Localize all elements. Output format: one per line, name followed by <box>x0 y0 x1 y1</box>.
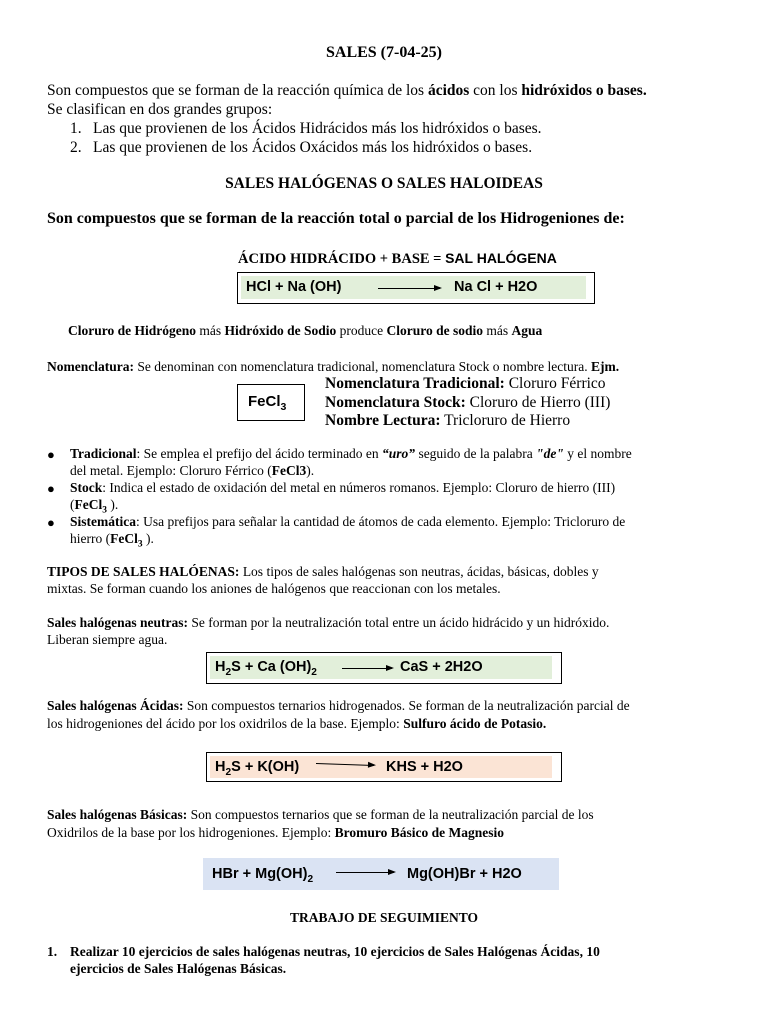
bullet-label: Sistemática <box>70 514 136 529</box>
formula-heading-right: SAL HALÓGENA <box>445 250 557 266</box>
eq-part: H <box>215 759 226 775</box>
bullet-text: y el nombre <box>563 446 632 461</box>
caption-part: Agua <box>511 323 543 338</box>
acidas-text: Son compuestos ternarios hidrogenados. Se forman de la neutralización parcial de <box>183 698 630 713</box>
basicas-line-2 <box>47 824 504 841</box>
bullet-formula-sub: 3 <box>102 505 107 516</box>
bullet-de: "de" <box>536 446 564 461</box>
basicas-line-1 <box>47 806 594 823</box>
neutras-line-2: Liberan siempre agua. <box>47 632 168 647</box>
nomenclatura-paragraph <box>47 358 619 375</box>
bullet-uro: “uro” <box>382 446 416 461</box>
caption-part: Hidróxido de Sodio <box>224 323 337 338</box>
neutras-text: Se forman por la neutralización total entre un ácido hidrácido y un hidróxido. <box>188 615 610 630</box>
acidas-example: Sulfuro ácido de Potasio. <box>403 716 547 731</box>
bullet-text: hierro ( <box>70 531 111 546</box>
tipos-line-2: mixtas. Se forman cuando los aniones de halógenos que reaccionan con los metales. <box>47 581 501 596</box>
bullet-label: Tradicional <box>70 446 137 461</box>
eq-sub: 2 <box>225 666 232 678</box>
name-lectura <box>325 411 570 430</box>
name-value: Cloruro Férrico <box>504 375 606 392</box>
equation-1-left: HCl + Na (OH) <box>246 279 342 295</box>
name-label: Nomenclatura Stock: <box>325 394 466 411</box>
task-line-2: ejercicios de Sales Halógenas Básicas. <box>70 961 287 976</box>
bullet-text: ). <box>142 531 154 546</box>
page-title: SALES (7-04-25) <box>325 44 442 61</box>
bullet-text: ). <box>106 497 119 512</box>
arrow-icon <box>378 288 440 289</box>
bullet-text: del metal. Ejemplo: Cloruro Férrico ( <box>70 463 272 478</box>
tipos-label: TIPOS DE SALES HALÓENAS: <box>47 564 240 579</box>
bullet-text: seguido de la palabra <box>415 446 537 461</box>
definition-heading: Son compuestos que se forman de la reacción total o parcial de los Hidrogeniones de: <box>47 210 625 227</box>
intro-item-2: Las que provienen de los Ácidos Oxácidos más los hidróxidos o bases. <box>93 139 533 156</box>
caption-part: Cloruro de sodio <box>386 323 484 338</box>
basicas-text: Son compuestos ternarios que se forman de la neutralización parcial de los <box>187 807 594 822</box>
eq-part: S + K(OH) <box>231 759 300 775</box>
intro-text: con los <box>469 82 522 99</box>
formula-heading <box>238 250 557 268</box>
bullet-formula: FeCl <box>110 531 138 546</box>
acidas-label: Sales halógenas Ácidas: <box>47 698 184 713</box>
acidas-line-2 <box>47 715 546 732</box>
bullet-icon: ● <box>47 515 55 530</box>
eq-part: HBr + Mg(OH) <box>212 866 308 882</box>
nomenclatura-label: Nomenclatura: <box>47 359 134 374</box>
intro-bold-acidos: ácidos <box>427 82 470 99</box>
basicas-label: Sales halógenas Básicas: <box>47 807 188 822</box>
tipos-text: Los tipos de sales halógenas son neutras, ácidas, básicas, dobles y <box>239 564 599 579</box>
acidas-line-1 <box>47 697 630 714</box>
task-number: 1. <box>47 944 58 959</box>
formula-heading-left: ÁCIDO HIDRÁCIDO + BASE = <box>238 251 446 267</box>
nomenclatura-text: Se denominan con nomenclatura tradicional, nomenclatura Stock o nombre lectura. <box>133 359 591 374</box>
caption-part: Cloruro de Hidrógeno <box>68 323 196 338</box>
name-label: Nomenclatura Tradicional: <box>325 375 505 392</box>
fecl3-base: FeCl <box>248 393 281 410</box>
bullet-icon: ● <box>47 481 55 496</box>
nomenclatura-ejm: Ejm. <box>590 359 620 374</box>
equation-3-right: KHS + H2O <box>386 759 463 775</box>
eq-sub: 2 <box>225 766 232 778</box>
bullet-label: Stock <box>70 480 103 495</box>
bullet-formula: FeCl <box>74 497 103 512</box>
eq-part: H <box>215 659 226 675</box>
name-value: Cloruro de Hierro (III) <box>465 394 611 411</box>
intro-item-1-num: 1. <box>70 120 82 137</box>
basicas-text: Oxidrilos de la base por los hidrogeniones. Ejemplo: <box>47 825 335 840</box>
bullet-text: ). <box>306 463 315 478</box>
fecl3-formula <box>248 393 286 413</box>
basicas-example: Bromuro Básico de Magnesio <box>334 825 504 840</box>
tipos-line-1 <box>47 563 599 580</box>
neutras-line-1 <box>47 614 609 631</box>
arrow-icon <box>336 872 394 873</box>
name-label: Nombre Lectura: <box>325 412 441 429</box>
equation-2-right: CaS + 2H2O <box>400 659 483 675</box>
bullet-formula: FeCl3 <box>271 463 307 478</box>
intro-item-2-num: 2. <box>70 139 82 156</box>
bullet-stock-line-1 <box>70 479 615 496</box>
bullet-sistematica-line-2 <box>70 530 154 554</box>
intro-text: Son compuestos que se forman de la reacción química de los <box>47 82 428 99</box>
eq-sub: 2 <box>307 873 314 885</box>
arrow-icon <box>342 668 392 669</box>
bullet-sistematica-line-1 <box>70 513 625 530</box>
bullet-tradicional-line-1 <box>70 445 722 462</box>
bullet-text: : Indica el estado de oxidación del metal en números romanos. Ejemplo: Cloruro de hierro (III) <box>102 480 616 495</box>
bullet-formula-sub: 3 <box>137 539 143 550</box>
name-tradicional <box>325 374 606 393</box>
section-title: SALES HALÓGENAS O SALES HALOIDEAS <box>225 175 543 192</box>
acidas-text: los hidrogeniones del ácido por los oxidrilos de la base. Ejemplo: <box>47 716 404 731</box>
bullet-icon: ● <box>47 447 55 462</box>
equation-1-right: Na Cl + H2O <box>454 279 538 295</box>
bullet-text: ( <box>70 497 75 512</box>
intro-bold-hidroxidos: hidróxidos o bases. <box>521 82 647 99</box>
caption-part: produce <box>336 323 387 338</box>
name-value: Tricloruro de Hierro <box>440 412 571 429</box>
equation-3-left <box>215 759 299 778</box>
bullet-text: : Se emplea el prefijo del ácido terminado en <box>136 446 383 461</box>
trabajo-heading: TRABAJO DE SEGUIMIENTO <box>289 910 479 925</box>
neutras-label: Sales halógenas neutras: <box>47 615 189 630</box>
name-stock <box>325 393 610 412</box>
eq-sub: 2 <box>311 666 317 678</box>
bullet-text: : Usa prefijos para señalar la cantidad de átomos de cada elemento. Ejemplo: Tricloruro de <box>135 514 626 529</box>
eq-part: S + Ca (OH) <box>231 659 312 675</box>
intro-line-2: Se clasifican en dos grandes grupos: <box>47 101 273 118</box>
equation-4-right: Mg(OH)Br + H2O <box>407 866 522 882</box>
task-line-1: Realizar 10 ejercicios de sales halógenas neutras, 10 ejercicios de Sales Halógenas Ácidas, 10 <box>70 944 600 959</box>
intro-paragraph <box>47 81 727 100</box>
equation-1-caption <box>68 322 542 339</box>
equation-4-left <box>212 866 313 885</box>
bullet-tradicional-line-2 <box>70 462 314 479</box>
fecl3-sub: 3 <box>280 401 287 413</box>
equation-2-left <box>215 659 317 678</box>
intro-item-1: Las que provienen de los Ácidos Hidrácidos más los hidróxidos o bases. <box>93 120 542 137</box>
caption-part: más <box>196 323 225 338</box>
caption-part: más <box>483 323 512 338</box>
